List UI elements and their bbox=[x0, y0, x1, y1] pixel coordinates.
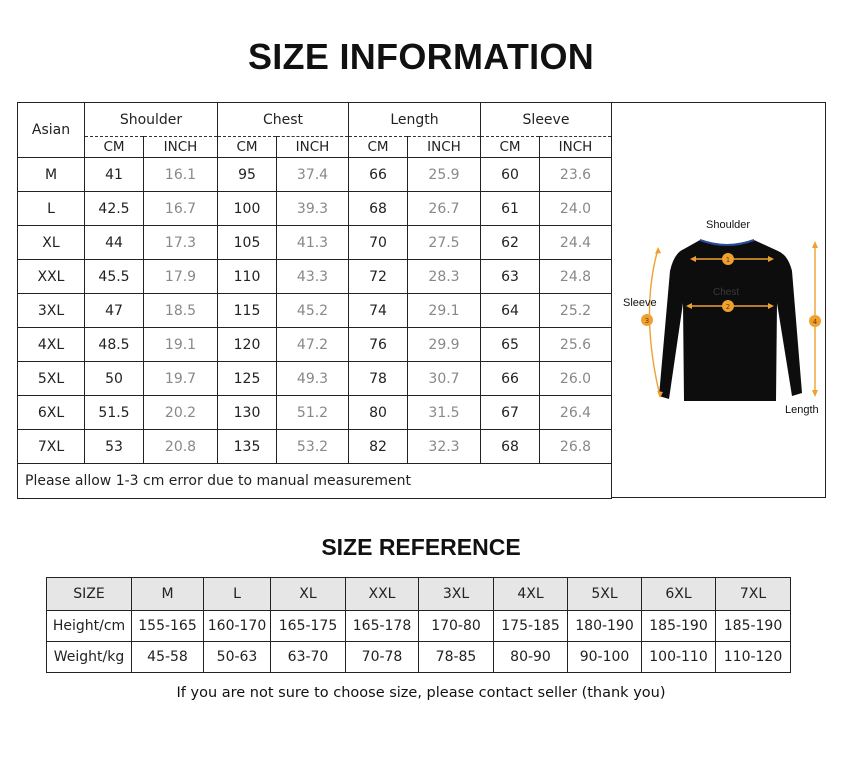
table-row bbox=[18, 328, 612, 362]
cm-value-cell: 66 bbox=[481, 362, 540, 396]
table-row bbox=[18, 430, 612, 464]
inch-value-cell: 18.5 bbox=[144, 294, 218, 328]
size-cell: 7XL bbox=[18, 430, 85, 464]
unit-header-cm: CM bbox=[349, 137, 408, 158]
reference-header-cell: 4XL bbox=[494, 578, 568, 611]
reference-cell: 165-178 bbox=[346, 611, 419, 642]
reference-row-label: Weight/kg bbox=[47, 642, 132, 673]
reference-row bbox=[47, 611, 791, 642]
reference-header-cell: SIZE bbox=[47, 578, 132, 611]
reference-cell: 45-58 bbox=[132, 642, 204, 673]
cm-value-cell: 130 bbox=[218, 396, 277, 430]
cm-value-cell: 42.5 bbox=[85, 192, 144, 226]
cm-value-cell: 78 bbox=[349, 362, 408, 396]
cm-value-cell: 64 bbox=[481, 294, 540, 328]
inch-value-cell: 47.2 bbox=[277, 328, 349, 362]
corner-header: Asian bbox=[18, 103, 85, 158]
size-cell: M bbox=[18, 158, 85, 192]
reference-cell: 90-100 bbox=[568, 642, 642, 673]
reference-cell: 78-85 bbox=[419, 642, 494, 673]
cm-value-cell: 48.5 bbox=[85, 328, 144, 362]
size-cell: 5XL bbox=[18, 362, 85, 396]
reference-header-cell: 6XL bbox=[642, 578, 716, 611]
size-cell: 4XL bbox=[18, 328, 85, 362]
reference-row-label: Height/cm bbox=[47, 611, 132, 642]
cm-value-cell: 66 bbox=[349, 158, 408, 192]
cm-value-cell: 51.5 bbox=[85, 396, 144, 430]
size-cell: 6XL bbox=[18, 396, 85, 430]
unit-header-inch: INCH bbox=[408, 137, 481, 158]
size-information-table bbox=[17, 102, 612, 499]
inch-value-cell: 19.1 bbox=[144, 328, 218, 362]
inch-value-cell: 37.4 bbox=[277, 158, 349, 192]
shoulder-label: Shoulder bbox=[706, 219, 751, 231]
inch-value-cell: 25.9 bbox=[408, 158, 481, 192]
table-row bbox=[18, 396, 612, 430]
unit-header-cm: CM bbox=[481, 137, 540, 158]
cm-value-cell: 70 bbox=[349, 226, 408, 260]
cm-value-cell: 82 bbox=[349, 430, 408, 464]
inch-value-cell: 20.8 bbox=[144, 430, 218, 464]
reference-cell: 100-110 bbox=[642, 642, 716, 673]
reference-cell: 175-185 bbox=[494, 611, 568, 642]
inch-value-cell: 28.3 bbox=[408, 260, 481, 294]
cm-value-cell: 60 bbox=[481, 158, 540, 192]
inch-value-cell: 29.1 bbox=[408, 294, 481, 328]
inch-value-cell: 53.2 bbox=[277, 430, 349, 464]
cm-value-cell: 50 bbox=[85, 362, 144, 396]
chest-label: Chest bbox=[713, 287, 740, 298]
reference-cell: 185-190 bbox=[716, 611, 791, 642]
reference-cell: 165-175 bbox=[271, 611, 346, 642]
cm-value-cell: 74 bbox=[349, 294, 408, 328]
cm-value-cell: 135 bbox=[218, 430, 277, 464]
cm-value-cell: 45.5 bbox=[85, 260, 144, 294]
inch-value-cell: 39.3 bbox=[277, 192, 349, 226]
inch-value-cell: 49.3 bbox=[277, 362, 349, 396]
unit-header-inch: INCH bbox=[277, 137, 349, 158]
reference-header-cell: 5XL bbox=[568, 578, 642, 611]
reference-cell: 63-70 bbox=[271, 642, 346, 673]
inch-value-cell: 26.4 bbox=[540, 396, 612, 430]
inch-value-cell: 20.2 bbox=[144, 396, 218, 430]
reference-header-cell: M bbox=[132, 578, 204, 611]
inch-value-cell: 23.6 bbox=[540, 158, 612, 192]
cm-value-cell: 41 bbox=[85, 158, 144, 192]
inch-value-cell: 19.7 bbox=[144, 362, 218, 396]
reference-cell: 170-80 bbox=[419, 611, 494, 642]
cm-value-cell: 125 bbox=[218, 362, 277, 396]
cm-value-cell: 76 bbox=[349, 328, 408, 362]
cm-value-cell: 110 bbox=[218, 260, 277, 294]
cm-value-cell: 44 bbox=[85, 226, 144, 260]
group-header-shoulder: Shoulder bbox=[85, 103, 218, 137]
inch-value-cell: 29.9 bbox=[408, 328, 481, 362]
inch-value-cell: 24.8 bbox=[540, 260, 612, 294]
size-cell: 3XL bbox=[18, 294, 85, 328]
cm-value-cell: 67 bbox=[481, 396, 540, 430]
reference-cell: 185-190 bbox=[642, 611, 716, 642]
reference-cell: 80-90 bbox=[494, 642, 568, 673]
inch-value-cell: 26.7 bbox=[408, 192, 481, 226]
cm-value-cell: 53 bbox=[85, 430, 144, 464]
inch-value-cell: 16.1 bbox=[144, 158, 218, 192]
cm-value-cell: 68 bbox=[481, 430, 540, 464]
cm-value-cell: 63 bbox=[481, 260, 540, 294]
table-row bbox=[18, 158, 612, 192]
table-row bbox=[18, 226, 612, 260]
size-cell: XL bbox=[18, 226, 85, 260]
inch-value-cell: 17.9 bbox=[144, 260, 218, 294]
sweater-illustration bbox=[612, 103, 825, 499]
cm-value-cell: 100 bbox=[218, 192, 277, 226]
marker-2-label: 2 bbox=[725, 303, 731, 311]
reference-header-cell: XL bbox=[271, 578, 346, 611]
cm-value-cell: 65 bbox=[481, 328, 540, 362]
cm-value-cell: 47 bbox=[85, 294, 144, 328]
unit-header-inch: INCH bbox=[144, 137, 218, 158]
reference-cell: 110-120 bbox=[716, 642, 791, 673]
reference-header-cell: 3XL bbox=[419, 578, 494, 611]
cm-value-cell: 61 bbox=[481, 192, 540, 226]
cm-value-cell: 105 bbox=[218, 226, 277, 260]
unit-header-inch: INCH bbox=[540, 137, 612, 158]
inch-value-cell: 30.7 bbox=[408, 362, 481, 396]
note-row bbox=[18, 464, 612, 499]
inch-value-cell: 16.7 bbox=[144, 192, 218, 226]
size-cell: XXL bbox=[18, 260, 85, 294]
inch-value-cell: 27.5 bbox=[408, 226, 481, 260]
cm-value-cell: 95 bbox=[218, 158, 277, 192]
inch-value-cell: 25.2 bbox=[540, 294, 612, 328]
size-reference-table bbox=[46, 577, 791, 673]
cm-value-cell: 80 bbox=[349, 396, 408, 430]
reference-header-cell: 7XL bbox=[716, 578, 791, 611]
inch-value-cell: 43.3 bbox=[277, 260, 349, 294]
reference-cell: 180-190 bbox=[568, 611, 642, 642]
inch-value-cell: 24.4 bbox=[540, 226, 612, 260]
reference-header-cell: L bbox=[204, 578, 271, 611]
reference-cell: 50-63 bbox=[204, 642, 271, 673]
sleeve-label: Sleeve bbox=[623, 297, 657, 309]
group-header-chest: Chest bbox=[218, 103, 349, 137]
measurement-diagram bbox=[612, 102, 826, 498]
inch-value-cell: 25.6 bbox=[540, 328, 612, 362]
page-title: SIZE INFORMATION bbox=[247, 36, 595, 77]
cm-value-cell: 68 bbox=[349, 192, 408, 226]
inch-value-cell: 17.3 bbox=[144, 226, 218, 260]
table-row bbox=[18, 260, 612, 294]
inch-value-cell: 31.5 bbox=[408, 396, 481, 430]
inch-value-cell: 26.0 bbox=[540, 362, 612, 396]
inch-value-cell: 51.2 bbox=[277, 396, 349, 430]
group-header-sleeve: Sleeve bbox=[481, 103, 612, 137]
footer-note: If you are not sure to choose size, please contact seller (thank you) bbox=[176, 685, 666, 701]
marker-3-label: 3 bbox=[644, 317, 650, 325]
measurement-note: Please allow 1-3 cm error due to manual measurement bbox=[18, 464, 612, 499]
reference-row bbox=[47, 642, 791, 673]
reference-cell: 155-165 bbox=[132, 611, 204, 642]
length-label: Length bbox=[785, 404, 819, 416]
inch-value-cell: 32.3 bbox=[408, 430, 481, 464]
size-reference-title: SIZE REFERENCE bbox=[321, 534, 521, 560]
marker-4-label: 4 bbox=[812, 318, 818, 326]
inch-value-cell: 24.0 bbox=[540, 192, 612, 226]
size-cell: L bbox=[18, 192, 85, 226]
reference-cell: 160-170 bbox=[204, 611, 271, 642]
reference-cell: 70-78 bbox=[346, 642, 419, 673]
unit-header-cm: CM bbox=[218, 137, 277, 158]
cm-value-cell: 115 bbox=[218, 294, 277, 328]
cm-value-cell: 62 bbox=[481, 226, 540, 260]
marker-1-label: 1 bbox=[725, 256, 731, 264]
reference-header-row bbox=[47, 578, 791, 611]
table-row bbox=[18, 362, 612, 396]
inch-value-cell: 45.2 bbox=[277, 294, 349, 328]
inch-value-cell: 41.3 bbox=[277, 226, 349, 260]
table-row bbox=[18, 192, 612, 226]
unit-header-cm: CM bbox=[85, 137, 144, 158]
cm-value-cell: 72 bbox=[349, 260, 408, 294]
reference-header-cell: XXL bbox=[346, 578, 419, 611]
group-header-length: Length bbox=[349, 103, 481, 137]
cm-value-cell: 120 bbox=[218, 328, 277, 362]
inch-value-cell: 26.8 bbox=[540, 430, 612, 464]
table-row bbox=[18, 294, 612, 328]
